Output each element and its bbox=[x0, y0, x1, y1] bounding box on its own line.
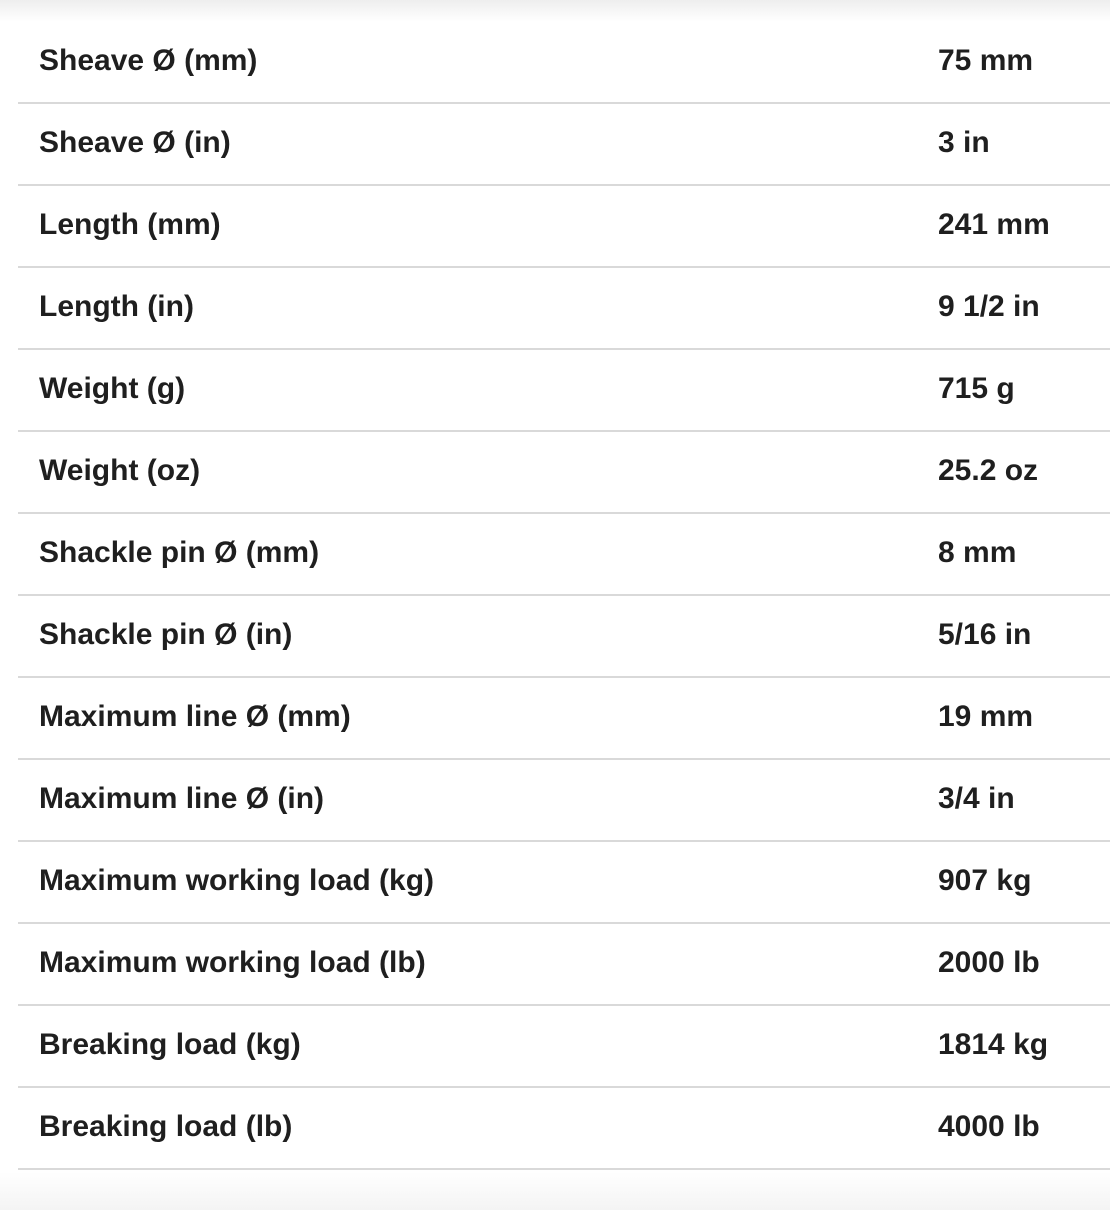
spec-value: 241 mm bbox=[938, 185, 1110, 267]
spec-value: 75 mm bbox=[938, 21, 1110, 103]
spec-label: Length (mm) bbox=[18, 185, 938, 267]
spec-value: 25.2 oz bbox=[938, 431, 1110, 513]
spec-value: 19 mm bbox=[938, 677, 1110, 759]
spec-value: 8 mm bbox=[938, 513, 1110, 595]
table-row bbox=[18, 21, 1110, 103]
spec-label: Shackle pin Ø (in) bbox=[18, 595, 938, 677]
table-row bbox=[18, 923, 1110, 1005]
table-row bbox=[18, 431, 1110, 513]
table-row bbox=[18, 595, 1110, 677]
table-row bbox=[18, 841, 1110, 923]
spec-label: Breaking load (kg) bbox=[18, 1005, 938, 1087]
spec-label: Length (in) bbox=[18, 267, 938, 349]
spec-label: Weight (oz) bbox=[18, 431, 938, 513]
spec-label: Maximum line Ø (in) bbox=[18, 759, 938, 841]
spec-label: Maximum working load (kg) bbox=[18, 841, 938, 923]
spec-value: 2000 lb bbox=[938, 923, 1110, 1005]
spec-value: 715 g bbox=[938, 349, 1110, 431]
spec-label: Sheave Ø (mm) bbox=[18, 21, 938, 103]
spec-value: 3 in bbox=[938, 103, 1110, 185]
table-row bbox=[18, 1005, 1110, 1087]
specifications-table bbox=[18, 21, 1110, 1170]
table-row bbox=[18, 513, 1110, 595]
table-row bbox=[18, 267, 1110, 349]
spec-value: 9 1/2 in bbox=[938, 267, 1110, 349]
spec-value: 907 kg bbox=[938, 841, 1110, 923]
spec-value: 5/16 in bbox=[938, 595, 1110, 677]
spec-label: Breaking load (lb) bbox=[18, 1087, 938, 1169]
table-row bbox=[18, 1087, 1110, 1169]
spec-value: 3/4 in bbox=[938, 759, 1110, 841]
spec-label: Weight (g) bbox=[18, 349, 938, 431]
spec-label: Maximum line Ø (mm) bbox=[18, 677, 938, 759]
table-row bbox=[18, 677, 1110, 759]
table-row bbox=[18, 103, 1110, 185]
spec-label: Shackle pin Ø (mm) bbox=[18, 513, 938, 595]
spec-label: Maximum working load (lb) bbox=[18, 923, 938, 1005]
table-row bbox=[18, 349, 1110, 431]
spec-label: Sheave Ø (in) bbox=[18, 103, 938, 185]
spec-value: 1814 kg bbox=[938, 1005, 1110, 1087]
table-row bbox=[18, 759, 1110, 841]
spec-value: 4000 lb bbox=[938, 1087, 1110, 1169]
table-row bbox=[18, 185, 1110, 267]
